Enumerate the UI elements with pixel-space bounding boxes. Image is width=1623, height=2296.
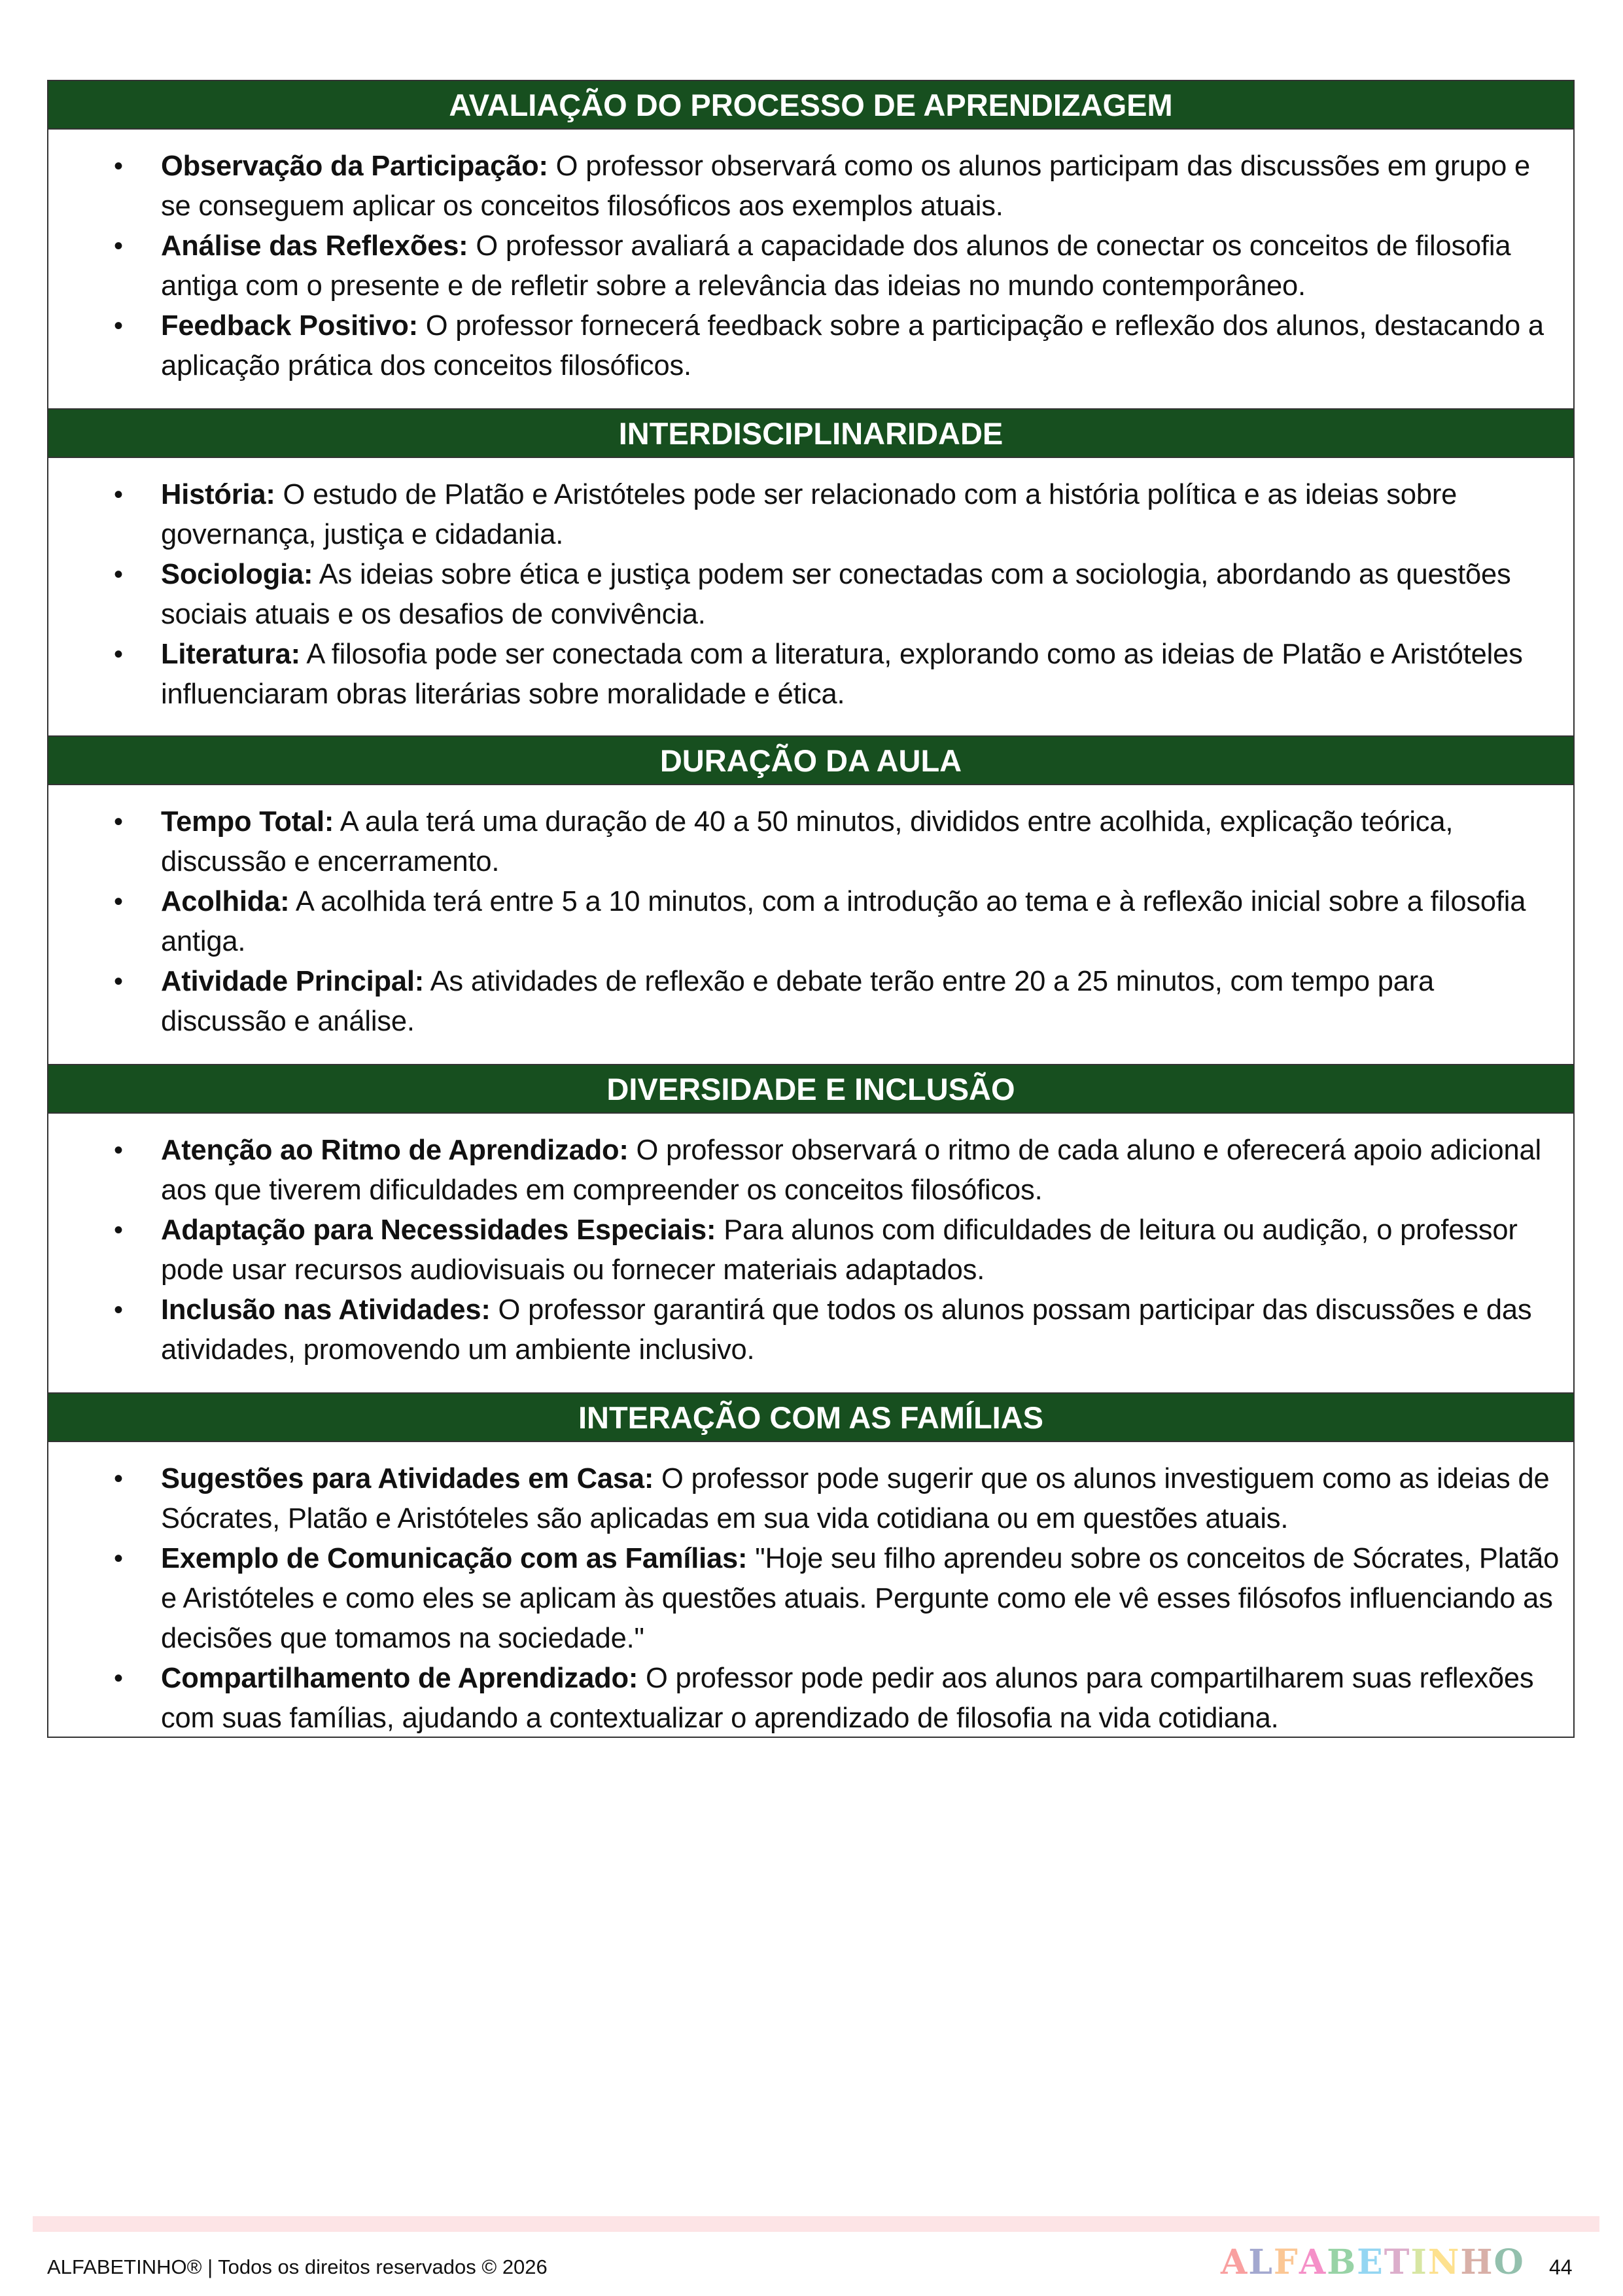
footer-band <box>33 2216 1599 2232</box>
list-item <box>48 882 1560 962</box>
section-body <box>48 1442 1573 1737</box>
section-interdisciplinaridade <box>48 410 1573 737</box>
list-item <box>48 1131 1560 1210</box>
item-text: O professor fornecerá feedback sobre a participação e reflexão dos alunos, destacando a aplicação prática dos conceitos filosóficos. <box>161 310 1544 381</box>
logo-letter: H <box>1460 2242 1494 2282</box>
bullet-icon: • <box>114 480 123 509</box>
bullet-list <box>48 475 1560 715</box>
section-diversidade <box>48 1065 1573 1394</box>
list-item <box>48 802 1560 882</box>
bullet-list <box>48 1131 1560 1370</box>
list-item <box>48 1210 1560 1290</box>
logo-letter: O <box>1493 2242 1525 2282</box>
item-label: Observação da Participação: <box>161 150 548 182</box>
item-label: Literatura: <box>161 639 300 670</box>
list-item <box>48 635 1560 715</box>
item-text: O professor observará o ritmo de cada aluno e oferecerá apoio adicional aos que tiverem dificuldades em compreender os conceitos filosóficos. <box>161 1135 1541 1206</box>
list-item <box>48 1539 1560 1659</box>
item-text: A filosofia pode ser conectada com a literatura, explorando como as ideias de Platão e Aristóteles influenciaram obras literárias sobre moralidade e ética. <box>161 639 1523 710</box>
item-text: "Hoje seu filho aprendeu sobre os conceitos de Sócrates, Platão e Aristóteles e como eles se aplicam às questões atuais. Pergunte como ele vê esses filósofos influenciando as decisões que tomamos na sociedade." <box>161 1543 1560 1654</box>
item-label: Acolhida: <box>161 886 290 917</box>
list-item <box>48 1659 1560 1739</box>
item-text: O professor garantirá que todos os alunos possam participar das discussões e das atividades, promovendo um ambiente inclusivo. <box>161 1294 1532 1366</box>
item-label: Exemplo de Comunicação com as Famílias: <box>161 1543 748 1574</box>
list-item <box>48 555 1560 635</box>
section-avaliacao <box>48 81 1573 410</box>
item-label: Análise das Reflexões: <box>161 230 468 262</box>
bullet-icon: • <box>114 1544 123 1573</box>
bullet-icon: • <box>114 967 123 996</box>
section-header: INTERDISCIPLINARIDADE <box>48 410 1573 458</box>
logo-letter: L <box>1248 2242 1274 2282</box>
item-label: Feedback Positivo: <box>161 310 418 342</box>
list-item <box>48 1459 1560 1539</box>
bullet-icon: • <box>114 1664 123 1693</box>
logo-letter: F <box>1273 2242 1299 2282</box>
item-label: Inclusão nas Atividades: <box>161 1294 491 1326</box>
item-label: Atenção ao Ritmo de Aprendizado: <box>161 1135 629 1166</box>
bullet-icon: • <box>114 232 123 260</box>
bullet-icon: • <box>114 1464 123 1493</box>
item-text: As ideias sobre ética e justiça podem ser conectadas com a sociologia, abordando as questões sociais atuais e os desafios de convivência. <box>161 559 1511 630</box>
bullet-icon: • <box>114 1216 123 1245</box>
bullet-icon: • <box>114 807 123 836</box>
bullet-icon: • <box>114 1136 123 1165</box>
bullet-icon: • <box>114 560 123 589</box>
item-text: O professor avaliará a capacidade dos alunos de conectar os conceitos de filosofia antiga com o presente e de refletir sobre a relevância das ideias no mundo contemporâneo. <box>161 230 1511 302</box>
section-header: DIVERSIDADE E INCLUSÃO <box>48 1065 1573 1114</box>
section-duracao <box>48 737 1573 1065</box>
bullet-icon: • <box>114 152 123 181</box>
item-label: Compartilhamento de Aprendizado: <box>161 1663 638 1694</box>
section-header: DURAÇÃO DA AULA <box>48 737 1573 785</box>
item-text: As atividades de reflexão e debate terão entre 20 a 25 minutos, com tempo para discussão e análise. <box>161 966 1435 1037</box>
item-text: A aula terá uma duração de 40 a 50 minutos, divididos entre acolhida, explicação teórica, discussão e encerramento. <box>161 806 1454 877</box>
page-number: 44 <box>1549 2255 1573 2279</box>
bullet-icon: • <box>114 1296 123 1324</box>
brand-logo <box>1221 2242 1525 2282</box>
logo-letter: N <box>1427 2242 1461 2282</box>
item-label: Sociologia: <box>161 559 313 590</box>
item-label: Sugestões para Atividades em Casa: <box>161 1463 654 1494</box>
item-text: Para alunos com dificuldades de leitura ou audição, o professor pode usar recursos audiovisuais ou fornecer materiais adaptados. <box>161 1214 1518 1286</box>
item-text: O estudo de Platão e Aristóteles pode ser relacionado com a história política e as ideias sobre governança, justiça e cidadania. <box>161 479 1457 550</box>
bullet-list <box>48 147 1560 386</box>
item-text: O professor observará como os alunos participam das discussões em grupo e se conseguem aplicar os conceitos filosóficos aos exemplos atuais. <box>161 150 1530 222</box>
logo-letter: A <box>1221 2242 1249 2282</box>
logo-letter: I <box>1410 2242 1428 2282</box>
bullet-icon: • <box>114 887 123 916</box>
list-item <box>48 1290 1560 1370</box>
list-item <box>48 475 1560 555</box>
section-familias <box>48 1394 1573 1737</box>
section-body <box>48 130 1573 410</box>
item-label: História: <box>161 479 275 510</box>
section-body <box>48 1114 1573 1394</box>
bullet-icon: • <box>114 311 123 340</box>
section-header: AVALIAÇÃO DO PROCESSO DE APRENDIZAGEM <box>48 81 1573 130</box>
lesson-plan-table <box>47 80 1575 1738</box>
list-item <box>48 962 1560 1042</box>
logo-letter: T <box>1384 2242 1411 2282</box>
logo-letter: B <box>1327 2242 1357 2282</box>
item-text: O professor pode pedir aos alunos para compartilharem suas reflexões com suas famílias, ajudando a contextualizar o aprendizado de filosofia na vida cotidiana. <box>161 1663 1534 1734</box>
logo-letter: E <box>1357 2242 1384 2282</box>
item-label: Tempo Total: <box>161 806 334 838</box>
item-text: A acolhida terá entre 5 a 10 minutos, com a introdução ao tema e à reflexão inicial sobre a filosofia antiga. <box>161 886 1526 957</box>
list-item <box>48 147 1560 226</box>
item-label: Atividade Principal: <box>161 966 425 997</box>
list-item <box>48 226 1560 306</box>
section-header: INTERAÇÃO COM AS FAMÍLIAS <box>48 1394 1573 1442</box>
bullet-list <box>48 802 1560 1042</box>
logo-letter: A <box>1299 2242 1327 2282</box>
footer-copyright: ALFABETINHO® | Todos os direitos reservados © 2026 <box>47 2255 548 2278</box>
section-body <box>48 785 1573 1065</box>
bullet-list <box>48 1459 1560 1739</box>
item-text: O professor pode sugerir que os alunos investiguem como as ideias de Sócrates, Platão e Aristóteles são aplicadas em sua vida cotidiana ou em questões atuais. <box>161 1463 1550 1534</box>
item-label: Adaptação para Necessidades Especiais: <box>161 1214 716 1246</box>
bullet-icon: • <box>114 640 123 669</box>
section-body <box>48 458 1573 737</box>
list-item <box>48 306 1560 386</box>
